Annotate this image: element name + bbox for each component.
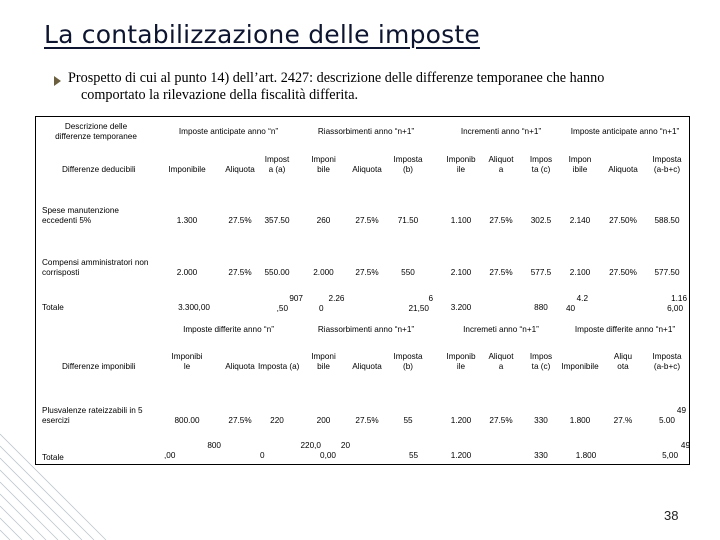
table-cell: 27.5%	[228, 416, 252, 425]
anticipate-row-label: corrisposti	[42, 268, 80, 277]
table-cell: 260	[316, 216, 331, 225]
anticipate-col-header: Aliquota	[352, 165, 382, 174]
table-cell: 330	[534, 416, 548, 425]
table-cell: 577.50	[654, 268, 680, 277]
desc-header: Descrizione delle differenze temporanee	[55, 122, 137, 141]
table-cell: 71.50	[397, 216, 419, 225]
row-label-deducibili: Differenze deducibili	[62, 165, 136, 174]
dtotal-imponibile-top: 800	[207, 441, 221, 450]
subtitle-line-1: Prospetto di cui al punto 14) dell’art. 2427: descrizione delle differenze temporanee che hanno	[68, 70, 605, 86]
anticipate-col-header: Aliquot a	[488, 155, 514, 174]
anticipate-row-label: eccedenti 5%	[42, 216, 92, 225]
table-cell: 220	[270, 416, 284, 425]
table-cell: 800.00	[174, 416, 200, 425]
differite-col-header: Imponi bile	[311, 352, 336, 371]
total-incr-imponibile: 3.200	[450, 303, 472, 312]
anticipate-col-header: Imponib ile	[446, 155, 476, 174]
table-cell: 1.200	[450, 416, 472, 425]
dtotal-imposta-bottom: 0	[260, 451, 265, 460]
total-riass-imposta-top: 6	[428, 294, 433, 303]
anticipate-col-header: Impon ibile	[568, 155, 592, 174]
dtotal-riass-imposta: 55	[408, 451, 419, 460]
differite-col-header: Imposta (b)	[393, 352, 423, 371]
differite-col-header: Aliquot a	[488, 352, 514, 371]
subtitle-line-2: comportato la rilevazione della fiscalità differita.	[81, 87, 359, 103]
differite-row-label-1: Plusvalenze rateizzabili in 5	[42, 406, 143, 415]
table-cell: 27.5%	[355, 416, 379, 425]
row-label-imponibili: Differenze imponibili	[62, 362, 136, 371]
table-cell: 200	[316, 416, 331, 425]
dtotal-imposta-top: 220,0	[300, 441, 321, 450]
table-cell: 577.5	[530, 268, 552, 277]
group-header-anticipate-n: Imposte anticipate anno “n”	[178, 127, 279, 136]
table-cell: 27.50%	[609, 216, 637, 225]
tax-table	[35, 116, 690, 465]
total-imposta-bottom: ,50	[276, 304, 288, 313]
group-header-riassorbimenti: Riassorbimenti anno “n+1”	[317, 127, 415, 136]
table-cell: 27.5%	[489, 216, 513, 225]
table-cell: 2.100	[450, 268, 472, 277]
slide-subtitle	[68, 70, 708, 104]
total-fin-imponibile-bottom: 40	[566, 304, 576, 313]
table-cell: 550	[401, 268, 415, 277]
total-incr-imposta: 880	[534, 303, 548, 312]
group-header-differite-n1: Imposte differite anno “n+1”	[574, 325, 676, 334]
table-cell: 1.100	[450, 216, 472, 225]
table-cell: 55	[403, 416, 413, 425]
table-cell: 1.800	[569, 416, 591, 425]
group-header-incrementi-2: Incremeti anno “n+1”	[463, 325, 539, 334]
differite-row-extra: 49	[676, 406, 686, 415]
anticipate-col-header: Aliquota	[608, 165, 638, 174]
differite-col-header: Imposta (a)	[258, 362, 300, 371]
corner-decoration	[0, 420, 120, 540]
table-cell: 27.%	[613, 416, 633, 425]
differite-col-header: Imponib ile	[446, 352, 476, 371]
table-cell: 302.5	[530, 216, 552, 225]
table-cell: 27.5%	[228, 216, 252, 225]
table-cell: 27.5%	[355, 268, 379, 277]
anticipate-col-header: Impos ta (c)	[529, 155, 553, 174]
slide-title: La contabilizzazione delle imposte	[44, 20, 480, 49]
total-riass-imposta-bottom: 21,50	[408, 304, 429, 313]
dtotal-fin-imposta-bottom: 5,00	[662, 451, 678, 460]
dtotal-riass-imponibile-bottom: 0,00	[320, 451, 336, 460]
total-label-anticipate: Totale	[42, 303, 64, 312]
anticipate-col-header: Imposta (a-b+c)	[652, 155, 682, 174]
anticipate-row-label: Spese manutenzione	[42, 206, 119, 215]
total-fin-imponibile-top: 4.2	[576, 294, 588, 303]
table-cell: 27.5%	[489, 268, 513, 277]
anticipate-col-header: Impost a (a)	[264, 155, 290, 174]
dtotal-fin-imponibile: 1.800	[575, 451, 597, 460]
anticipate-col-header: Imponibile	[168, 165, 206, 174]
table-cell: 27.5%	[355, 216, 379, 225]
group-header-riassorbimenti-2: Riassorbimenti anno “n+1”	[317, 325, 415, 334]
table-cell: 27.5%	[489, 416, 513, 425]
anticipate-row-label: Compensi amministratori non	[42, 258, 149, 267]
total-label-differite: Totale	[42, 453, 64, 462]
table-cell: 27.50%	[609, 268, 637, 277]
bullet-arrow-icon	[54, 76, 61, 86]
group-header-incrementi: Incrementi anno “n+1”	[460, 127, 542, 136]
differite-col-header: Aliquota	[225, 362, 255, 371]
table-cell: 1.300	[176, 216, 198, 225]
group-header-anticipate-n1: Imposte anticipate anno “n+1”	[570, 127, 680, 136]
table-cell: 27.5%	[228, 268, 252, 277]
differite-col-header: Imponibi le	[171, 352, 203, 371]
dtotal-fin-imposta-top: 49	[680, 441, 690, 450]
group-header-differite-n: Imposte differite anno “n”	[183, 325, 274, 334]
dtotal-imponibile-bottom: ,00	[164, 451, 176, 460]
total-fin-imposta-bottom: 6,00	[667, 304, 683, 313]
differite-col-header: Aliqu ota	[613, 352, 633, 371]
anticipate-col-header: Aliquota	[225, 165, 255, 174]
table-cell: 2.140	[569, 216, 591, 225]
total-fin-imposta-top: 1.16	[671, 294, 687, 303]
differite-col-header: Imponibile	[561, 362, 599, 371]
dtotal-incr-imposta: 330	[534, 451, 548, 460]
page-number: 38	[664, 508, 679, 523]
table-cell: 357.50	[264, 216, 290, 225]
table-cell: 2.100	[569, 268, 591, 277]
anticipate-col-header: Imponi bile	[311, 155, 336, 174]
dtotal-incr-imponibile: 1.200	[450, 451, 472, 460]
total-imposta-top: 907	[289, 294, 303, 303]
dtotal-riass-imponibile-top: 20	[340, 441, 350, 450]
total-imponibile: 3.300,00	[178, 303, 210, 312]
table-cell: 5.00	[659, 416, 675, 425]
table-cell: 2.000	[176, 268, 198, 277]
table-cell: 588.50	[654, 216, 680, 225]
table-cell: 550.00	[264, 268, 290, 277]
differite-col-header: Aliquota	[352, 362, 382, 371]
total-riass-imponibile-top: 2.26	[328, 294, 345, 303]
total-riass-imponibile-bottom: 0	[319, 304, 324, 313]
table-cell: 2.000	[313, 268, 334, 277]
differite-col-header: Impos ta (c)	[529, 352, 553, 371]
differite-col-header: Imposta (a-b+c)	[652, 352, 682, 371]
anticipate-col-header: Imposta (b)	[393, 155, 423, 174]
differite-row-label-2: esercizi	[42, 416, 70, 425]
